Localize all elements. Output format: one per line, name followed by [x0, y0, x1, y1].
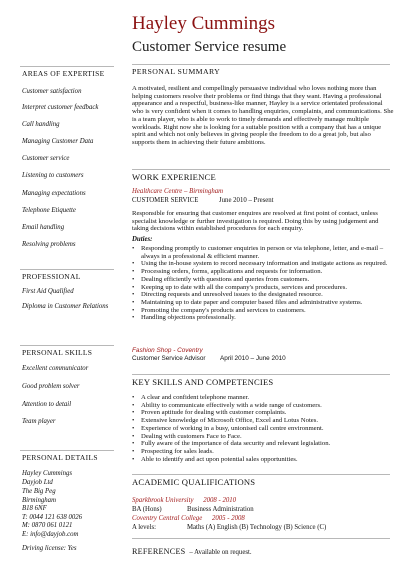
list-item: • Promoting the company's products and services to customers. [132, 307, 394, 315]
job-employer: Healthcare Centre – Birmingham [132, 188, 224, 195]
list-item: • Experience of working in a busy, unionised call centre environment. [132, 425, 394, 433]
list-item: • Dealing with customers Face to Face. [132, 433, 394, 441]
sidebar-divider [20, 269, 114, 270]
details-email: E: info@dayjob.com [22, 531, 79, 538]
expertise-item: Listening to customers [22, 172, 84, 179]
list-item: • Processing orders, forms, applications and requests for information. [132, 268, 394, 276]
details-heading: PERSONAL DETAILS [22, 453, 98, 462]
expertise-item: Managing Customer Data [22, 138, 94, 145]
institution-years: 2005 - 2008 [211, 515, 245, 522]
summary-text: A motivated, resilient and compellingly persuasive individual who loves nothing more than helping customers resolve their problems or find things that they want. Having a professional appearance and a respectful, business-like manner, Hayley is a service orientated professional who is very confident when it comes to handling enquiries, complaints, and communications. She is a team player, who is able to work to timely demands and effectively manage multiple workloads. Right now she is looking for a suitable position with a company that has a unique spirit and which not only believes in giving people the freedom to do a great job, but also supports them in achieving their future ambitions. [132, 85, 394, 146]
list-item: • Using the in-house system to record necessary information and instigate actions as required. [132, 260, 394, 268]
job-employer: Fashion Shop - Coventry [132, 347, 203, 354]
expertise-item: Interpret customer feedback [22, 104, 99, 111]
qualification-institution [132, 497, 236, 504]
expertise-heading: AREAS OF EXPERTISE [22, 69, 105, 78]
references-heading: REFERENCES [132, 547, 186, 556]
expertise-item: Customer service [22, 155, 70, 162]
expertise-item: Resolving problems [22, 241, 76, 248]
skills-heading: PERSONAL SKILLS [22, 348, 93, 357]
list-item: • Maintaining up to date paper and computer based files and administrative systems. [132, 299, 394, 307]
details-line: Hayley Cummings [22, 470, 73, 477]
details-line: M: 0870 061 0121 [22, 522, 73, 529]
qualification-label: A levels: [132, 524, 156, 531]
institution-years: 2008 - 2010 [203, 497, 237, 504]
list-item: • Ability to communicate effectively with a wide range of customers. [132, 402, 394, 410]
qualification-institution [132, 515, 245, 522]
list-item: • Dealing efficiently with questions and queries from customers. [132, 276, 394, 284]
references-row [132, 541, 252, 559]
duties-label: Duties: [132, 236, 153, 243]
details-line: B18 6NF [22, 505, 47, 512]
driving-license: Driving license: Yes [22, 545, 77, 552]
skills-item: Excellent communicator [22, 365, 89, 372]
expertise-item: Managing expectations [22, 190, 86, 197]
qualification-detail: Maths (A) English (B) Technology (B) Science (C) [187, 524, 327, 531]
job-dates: June 2010 – Present [219, 197, 274, 204]
section-divider [132, 64, 390, 65]
expertise-item: Email handling [22, 224, 65, 231]
sidebar-divider [20, 345, 114, 346]
job-role: Customer Service Advisor [132, 355, 206, 362]
list-item: • Handling objections professionally. [132, 314, 394, 322]
institution-name: Sparkbrook University [132, 497, 194, 504]
list-item: • Responding promptly to customer enquiries in person or via telephone, letter, and e-mail – always in a professional & efficient manner. [132, 245, 394, 260]
details-line: Dayjob Ltd [22, 479, 53, 486]
job-role: CUSTOMER SERVICE [132, 197, 199, 204]
duties-list [132, 245, 394, 322]
list-item: • Directing requests and unresolved issues to the designated resource. [132, 291, 394, 299]
professional-item: Diploma in Customer Relations [22, 303, 109, 310]
job-description: Responsible for ensuring that customer enquires are resolved at first point of contact, unless specialist knowledge or further investigation is required. Doing this by using judgement and taking decisions within established procedures for each enquiry. [132, 210, 379, 233]
key-skills-heading: KEY SKILLS AND COMPETENCIES [132, 377, 274, 387]
sidebar-divider [20, 450, 114, 451]
qualifications-heading: ACADEMIC QUALIFICATIONS [132, 477, 256, 487]
list-item: • Able to identify and act upon potential sales opportunities. [132, 456, 394, 464]
list-item: • A clear and confident telephone manner. [132, 394, 394, 402]
details-line: T: 0044 121 638 0026 [22, 514, 83, 521]
list-item: • Keeping up to date with all the company's products, services and procedures. [132, 284, 394, 292]
section-divider [132, 374, 390, 375]
list-item: • Extensive knowledge of Microsoft Office, Excel and Lotus Notes. [132, 417, 394, 425]
references-text: – Available on request. [189, 549, 252, 556]
expertise-item: Customer satisfaction [22, 88, 82, 95]
sidebar-divider [20, 66, 114, 67]
list-item: • Prospecting for sales leads. [132, 448, 394, 456]
expertise-item: Call handling [22, 121, 60, 128]
job-dates: April 2010 – June 2010 [220, 355, 286, 362]
section-divider [132, 474, 390, 475]
skills-item: Team player [22, 418, 56, 425]
expertise-item: Telephone Etiquette [22, 207, 76, 214]
key-skills-list [132, 394, 394, 463]
resume-name: Hayley Cummings [132, 13, 276, 34]
list-item: • Fully aware of the importance of data security and relevant legislation. [132, 440, 394, 448]
section-divider [132, 169, 390, 170]
details-line: The Big Peg [22, 488, 56, 495]
resume-title: Customer Service resume [132, 39, 287, 55]
skills-item: Good problem solver [22, 383, 80, 390]
professional-item: First Aid Qualified [22, 288, 74, 295]
list-item: • Proven aptitude for dealing with customer complaints. [132, 409, 394, 417]
skills-item: Attention to detail [22, 401, 72, 408]
section-divider [132, 538, 390, 539]
details-line: Birmingham [22, 497, 56, 504]
professional-heading: PROFESSIONAL [22, 272, 81, 281]
experience-heading: WORK EXPERIENCE [132, 172, 216, 182]
summary-heading: PERSONAL SUMMARY [132, 67, 221, 76]
institution-name: Coventry Central College [132, 515, 203, 522]
qualification-label: BA (Hons) [132, 506, 162, 513]
qualification-detail: Business Administration [187, 506, 254, 513]
